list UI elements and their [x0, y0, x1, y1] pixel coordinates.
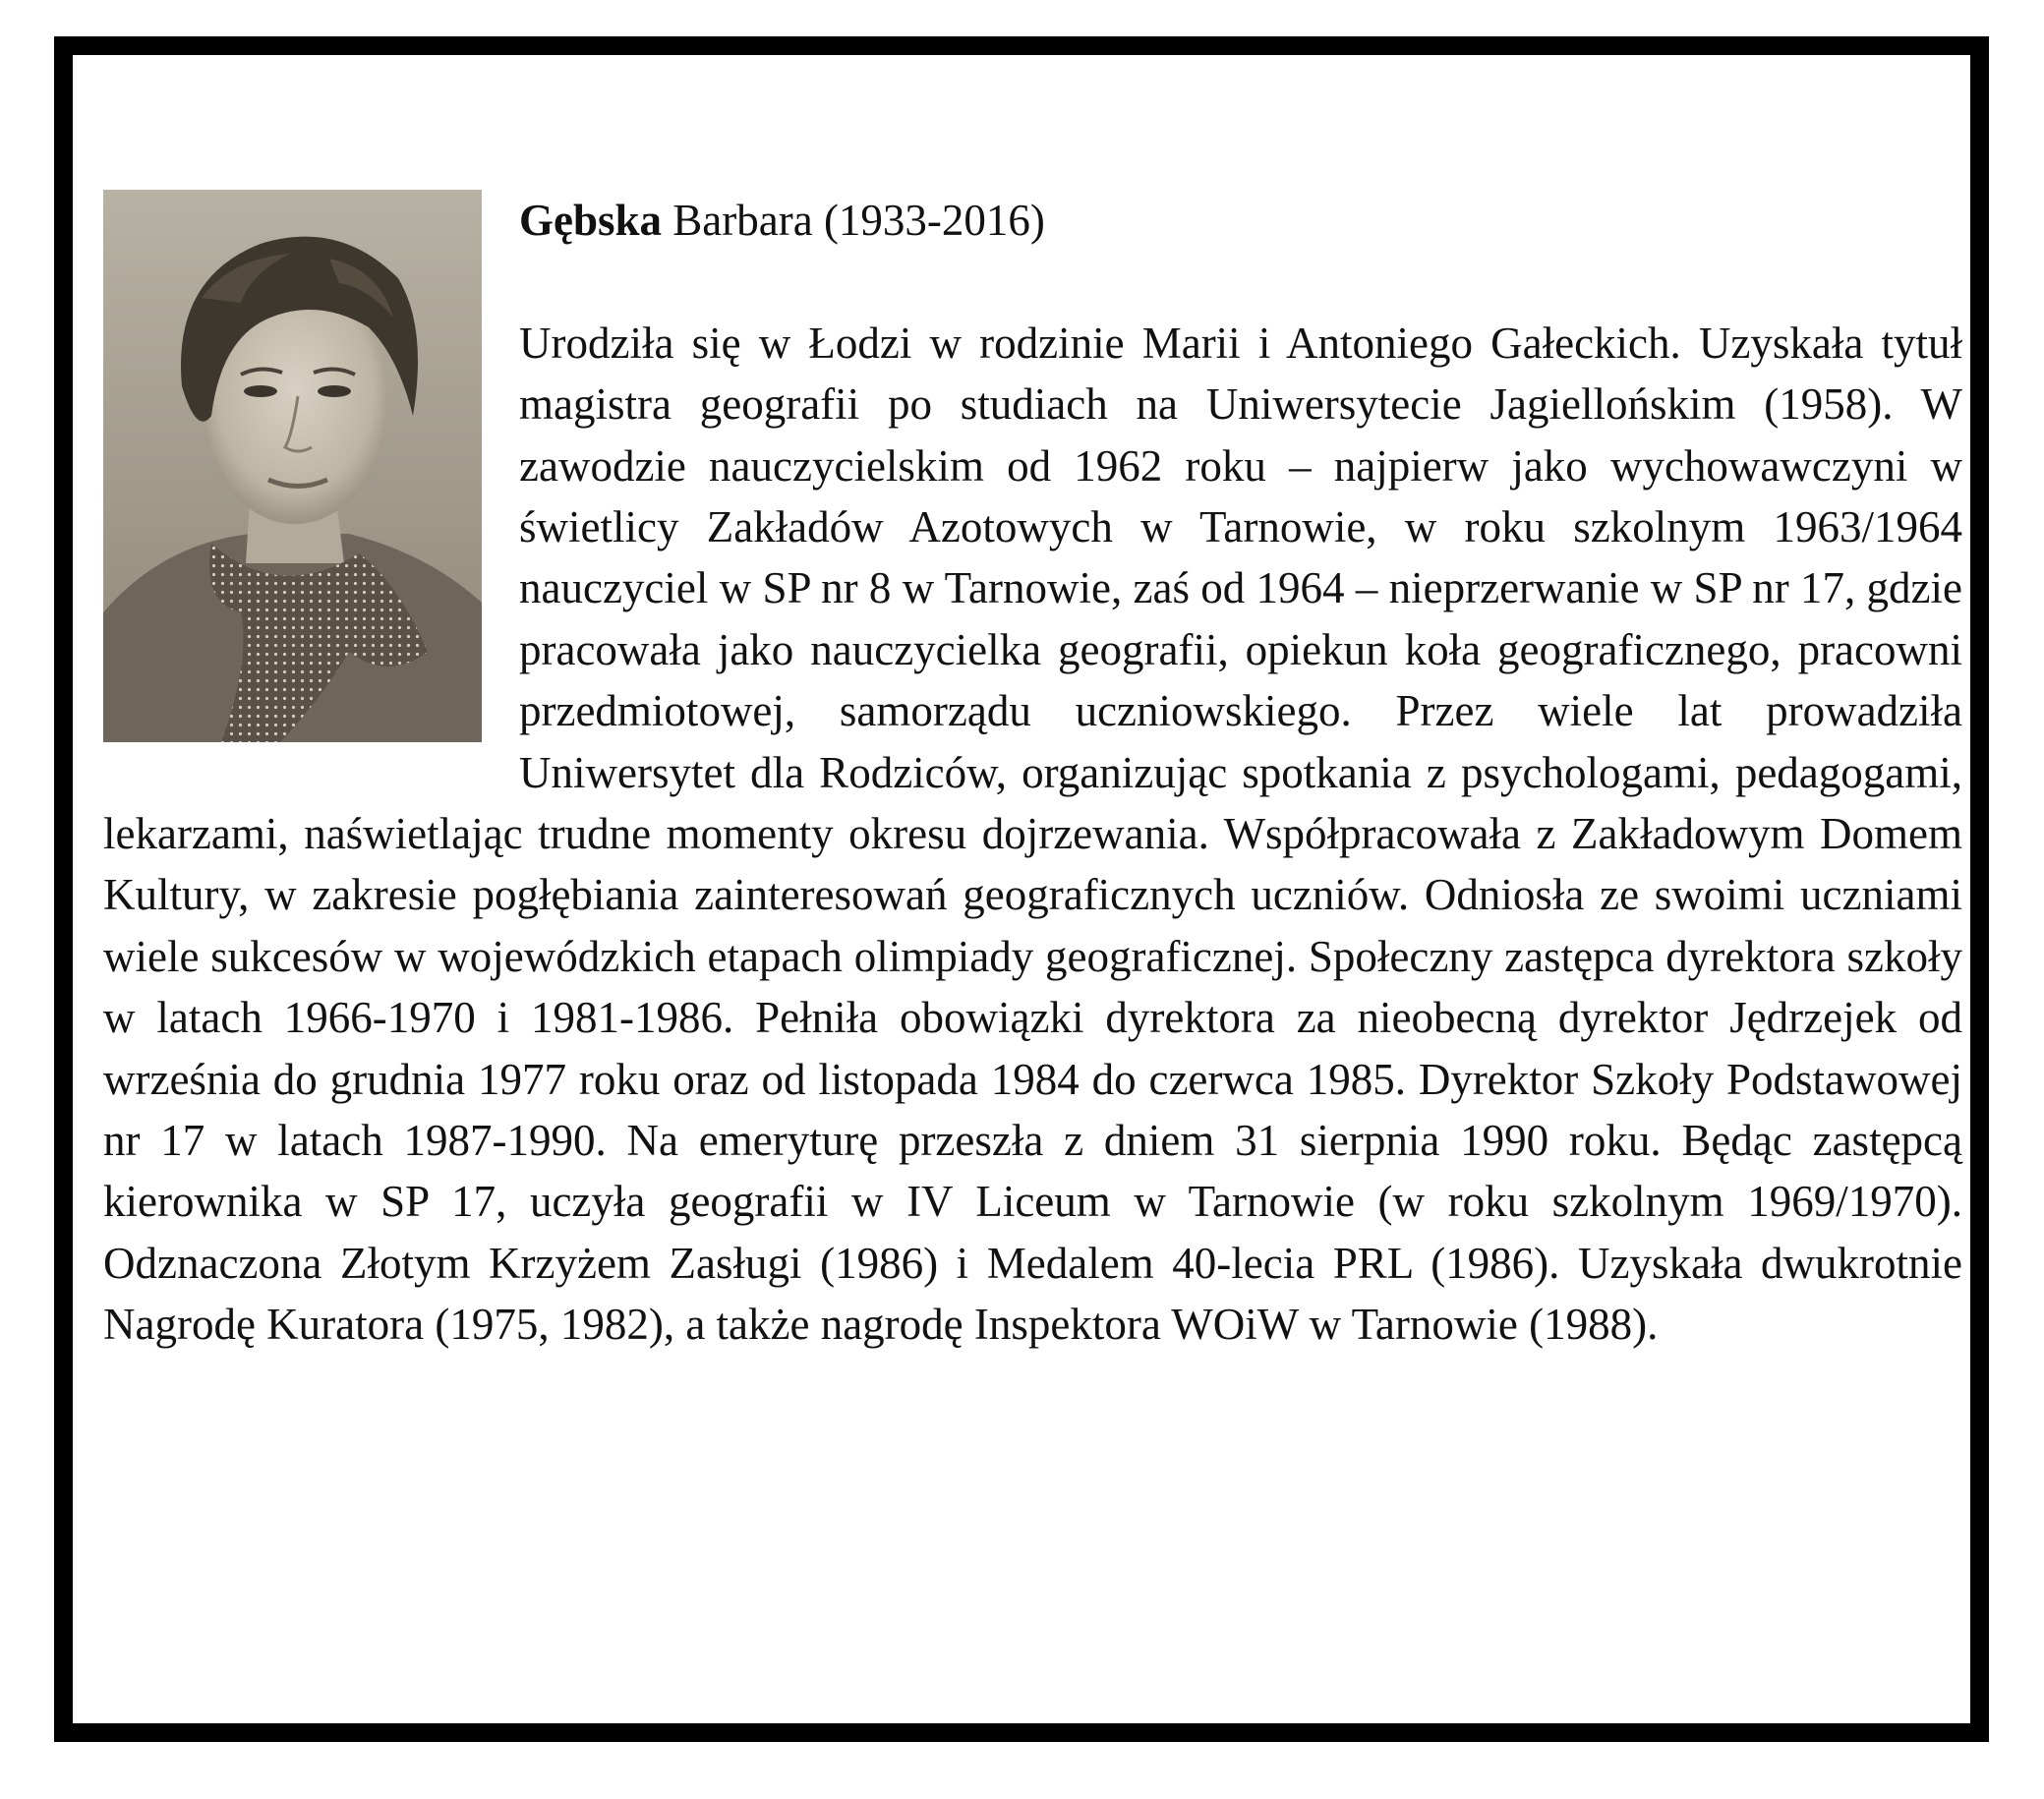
- biography-text: Urodziła się w Łodzi w rodzinie Marii i Antoniego Gałeckich. Uzyskała tytuł magistra geografii po studiach na Uniwersytecie Jagiellońskim (1958). W zawodzie nauczycielskim od 1962 roku – najpierw jako wychowawczyni w świetlicy Zakładów Azotowych w Tarnowie, w roku szkolnym 1963/1964 nauczyciel w SP nr 8 w Tarnowie, zaś od 1964 – nieprzerwanie w SP nr 17, gdzie pracowała jako nauczycielka geografii, opiekun koła geograficznego, pracowni przedmiotowej, samorządu uczniowskiego. Przez wiele lat prowadziła Uniwersytet dla Rodziców, organizując spotkania z psychologami, pedagogami, lekarzami, naświetlając trudne momenty okresu dojrzewania. Współpracowała z Zakładowym Domem Kultury, w zakresie pogłębiania zainteresowań geograficznych uczniów. Odniosła ze swoimi uczniami wiele sukcesów w wojewódzkich etapach olimpiady geograficznej. Społeczny zastępca dyrektora szkoły w latach 1966-1970 i 1981-1986. Pełniła obowiązki dyrektora za nieobecną dyrektor Jędrzejek od września do grudnia 1977 roku oraz od listopada 1984 do czerwca 1985. Dyrektor Szkoły Podstawowej nr 17 w latach 1987-1990. Na emeryturę przeszła z dniem 31 sierpnia 1990 roku. Będąc zastępcą kierownika w SP 17, uczyła geografii w IV Liceum w Tarnowie (w roku szkolnym 1969/1970). Odznaczona Złotym Krzyżem Zasługi (1986) i Medalem 40-lecia PRL (1986). Uzyskała dwukrotnie Nagrodę Kuratora (1975, 1982), a także nagrodę Inspektora WOiW w Tarnowie (1988).: [103, 318, 1962, 1350]
- person-name-and-years: Barbara (1933-2016): [662, 196, 1045, 245]
- page-frame: [54, 36, 1989, 1742]
- portrait-photo-icon: [103, 190, 482, 742]
- portrait-drawing: [103, 190, 482, 742]
- biography-card: [103, 190, 1962, 1356]
- person-surname: Gębska: [519, 196, 663, 245]
